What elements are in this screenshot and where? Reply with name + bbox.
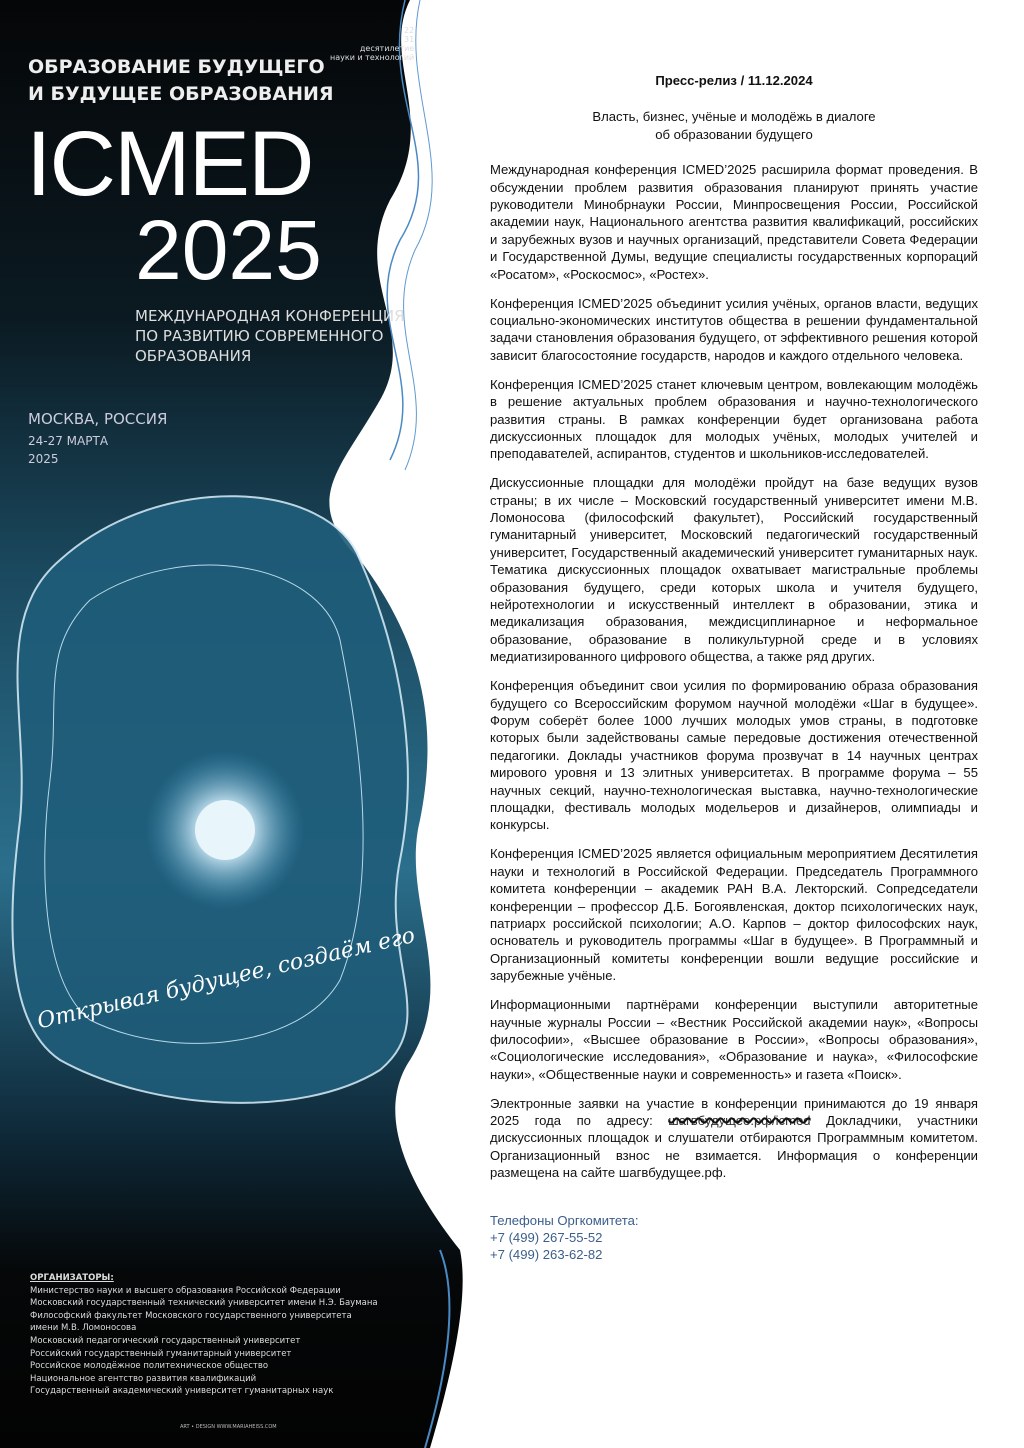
logo-text: десятилетие	[359, 44, 415, 53]
organizer: Московский педагогический государственный университет	[30, 1335, 301, 1346]
organizer: Философский факультет Московского государственного университета	[30, 1310, 352, 1321]
poster-subtitle	[135, 306, 405, 366]
paragraph: Конференция ICMED’2025 является официальным мероприятием Десятилетия науки и технологий в Российской Федерации. Председатель Программного комитета конференции – академик РАН В.А. Лекторский. Сопредседатели конференции – профессор Д.Б. Богоявленская, доктор психологических наук, патриарх российской психологии; А.О. Карпов – доктор философских наук, основатель и руководитель программы «Шаг в будущее». В Программный и Организационный комитеты конференции вошли ведущие российские и зарубежные учёные.	[490, 846, 978, 984]
paragraph: Информационными партнёрами конференции выступили авторитетные научные журналы России – «Вестник Российской академии наук», «Вопросы философии», «Высшее образование в России», «Вопросы образования», «Социологические исследования», «Образование и наука», «Философские науки», «Общественные науки и современность» и газета «Поиск».	[490, 997, 978, 1082]
contact-phones	[490, 1212, 978, 1264]
paragraph: Международная конференция ICMED’2025 расширила формат проведения. В обсуждении проблем развития образования планируют принять участие руководители Минобрнауки России, Минпросвещения России, Российской академии наук, Национального агентства развития квалификаций, российских и зарубежных вузов и научных организаций, представители Совета Федерации и Государственной Думы, ведущие специалисты государственных корпораций «Росатом», «Роскосмос», «Ростех».	[490, 162, 978, 282]
organizer: Национальное агентство развития квалификаций	[30, 1373, 257, 1384]
press-release	[490, 72, 978, 1264]
paragraph: Конференция ICMED’2025 станет ключевым центром, вовлекающим молодёжь в решение актуальных проблем образования и научно-технологического развития страны. В рамках конференции будет организована работа дискуссионных площадок для молодых учёных, молодых учителей и преподавателей, аспирантов, студентов и школьников-исследователей.	[490, 376, 978, 462]
paragraph: Конференция объединит свои усилия по формированию образа образования будущего со Всероссийским форумом научной молодёжи «Шаг в будущее». Форум соберёт более 1000 лучших молодых умов страны, в подготовке которых были задействованы самые передовые достижения отечественной педагогики. Доклады участников форума прозвучат в 14 научных центрах мирового уровня и 13 элитных университетах. В программе форума – 55 научных секций, научно-технологическая выставка, научно-технологические площадки, фестиваль молодых модельеров и дизайнеров, олимпиады и конкурсы.	[490, 678, 978, 833]
slogan-line: ОБРАЗОВАНИЕ БУДУЩЕГО	[28, 56, 325, 78]
dates: 24-27 МАРТА	[28, 434, 109, 448]
subtitle-line: МЕЖДУНАРОДНАЯ КОНФЕРЕНЦИЯ	[135, 307, 405, 325]
logo-text: 22	[404, 26, 415, 35]
phone-number: +7 (499) 263-62-82	[490, 1247, 603, 1263]
press-release-header: Пресс-релиз / 11.12.2024	[655, 73, 813, 88]
poster-year: 2025	[135, 203, 322, 297]
poster-motto: Открывая будущее, создаём его	[35, 923, 418, 1035]
decade-of-science-logo	[330, 26, 414, 62]
press-release-subheader	[490, 108, 978, 143]
subtitle-line: ОБРАЗОВАНИЯ	[135, 347, 252, 365]
logo-text: науки и технологий	[330, 53, 415, 62]
logo-text: 31	[404, 35, 415, 44]
organizer: имени М.В. Ломоносова	[30, 1323, 137, 1334]
text: Докладчики, участники дискуссионных площадок и слушатели отбираются Программным комитетом. Организационный взнос не взимается. Информация о конференции размещена на сайте шагвбудущее.рф.	[490, 1113, 978, 1181]
text: Электронные заявки на участие в конференции принимаются до 19 января 2025 года по адресу:	[490, 1095, 978, 1129]
organizer: Российское молодёжное политехническое общество	[30, 1361, 269, 1372]
poster-slogan	[28, 54, 334, 108]
organizer: Министерство науки и высшего образования Российской Федерации	[30, 1285, 341, 1296]
redacted-address: шагвбудущее.рф/icmed	[668, 1113, 811, 1129]
poster-title: ICMED	[26, 113, 313, 215]
paragraph: Дискуссионные площадки для молодёжи пройдут на базе ведущих вузов страны; в их числе – Московский государственный университет имени М.В. Ломоносова (философский факультет), Российский государственный гуманитарный университет, Московский педагогический государственный университет, Государственный академический университет гуманитарных наук. Тематика дискуссионных площадок охватывает магистральные проблемы образования будущего, среди которых школа и учителя будущего, нейротехнологии и искусственный интеллект в образовании, этика и медикализация образования, междисциплинарное и неформальное образование, образование в поликультурной среде и в условиях медиатизированного цифрового общества, а также ряд других.	[490, 475, 978, 665]
dates-year: 2025	[28, 452, 59, 466]
paragraph: Конференция ICMED’2025 объединит усилия учёных, органов власти, ведущих социально-экономических институтов общества в решении фундаментальной задачи становления образования будущего, от эффективного решения которой зависит благосостояние государств, народов и каждого отдельного человека.	[490, 295, 978, 363]
paragraph-applications	[490, 1095, 978, 1182]
slogan-line: И БУДУЩЕЕ ОБРАЗОВАНИЯ	[28, 83, 334, 105]
poster-dates	[28, 432, 108, 468]
poster-city: МОСКВА, РОССИЯ	[28, 410, 168, 428]
conference-poster	[0, 0, 470, 1448]
phone-number: +7 (499) 267-55-52	[490, 1230, 603, 1246]
phones-label: Телефоны Оргкомитета:	[490, 1212, 639, 1228]
organizer: Российский государственный гуманитарный университет	[30, 1348, 292, 1359]
organizer: Московский государственный технический университет имени Н.Э. Баумана	[30, 1298, 378, 1309]
subtitle-line: ПО РАЗВИТИЮ СОВРЕМЕННОГО	[135, 327, 384, 345]
design-credit: ART • DESIGN WWW.MARIAHEISS.COM	[180, 1424, 277, 1430]
subheader-line: Власть, бизнес, учёные и молодёжь в диалоге	[592, 109, 876, 125]
subheader-line: об образовании будущего	[655, 126, 813, 142]
organizers-heading: ОРГАНИЗАТОРЫ:	[30, 1273, 114, 1283]
organizer: Государственный академический университет гуманитарных наук	[30, 1386, 334, 1397]
organizers-list	[30, 1272, 378, 1398]
